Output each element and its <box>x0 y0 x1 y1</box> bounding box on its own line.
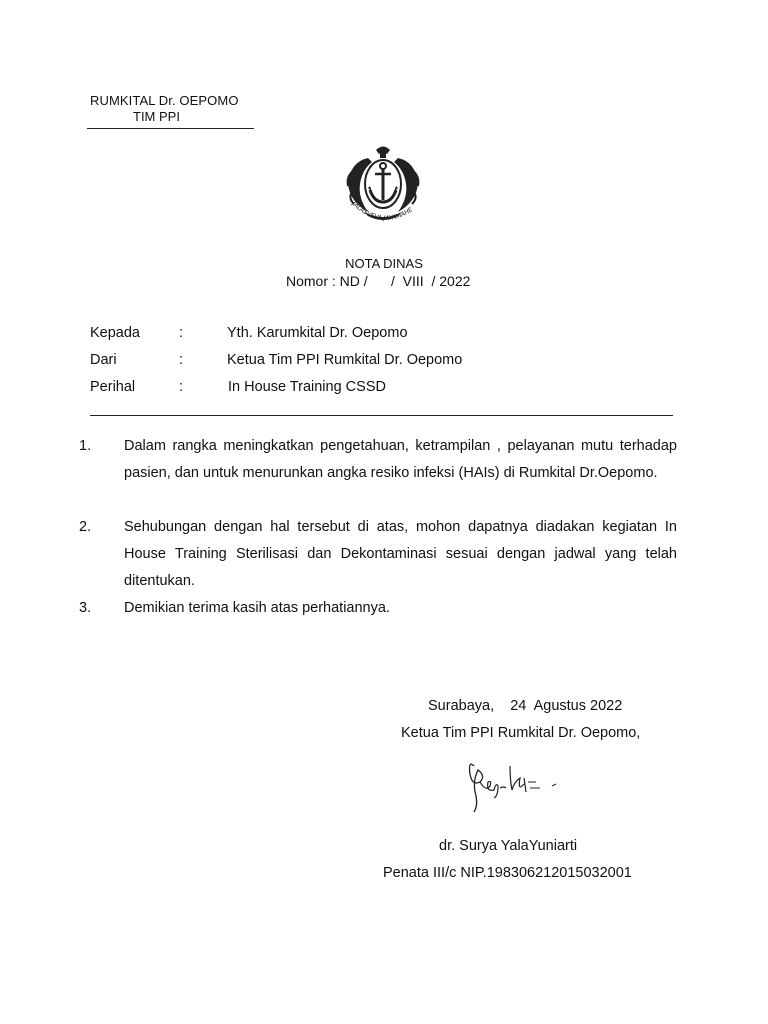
paragraph-number: 1. <box>79 438 92 454</box>
unit-name: TIM PPI <box>133 109 180 124</box>
place-and-date: Surabaya, 24 Agustus 2022 <box>428 698 623 714</box>
meta-colon: : <box>179 325 184 341</box>
signer-rank-nip: Penata III/c NIP.198306212015032001 <box>383 865 632 881</box>
meta-label: Perihal <box>90 379 136 395</box>
signer-name: dr. Surya YalaYuniarti <box>439 838 578 854</box>
paragraph-text: Sehubungan dengan hal tersebut di atas, mohon dapatnya diadakan kegiatan In House Training Sterilisasi dan Dekontaminasi sesuai dengan jadwal yang telah ditentukan. <box>124 519 677 589</box>
meta-label: Dari <box>90 352 117 368</box>
header-divider <box>87 128 254 129</box>
document-title: NOTA DINAS <box>345 256 423 271</box>
body-divider <box>90 415 673 416</box>
document-number: Nomor : ND / / VIII / 2022 <box>286 273 471 289</box>
paragraph-number: 3. <box>79 600 92 616</box>
meta-value: In House Training CSSD <box>228 379 386 395</box>
paragraph-text: Demikian terima kasih atas perhatiannya. <box>124 600 390 616</box>
meta-label: Kepada <box>90 325 140 341</box>
meta-colon: : <box>179 379 184 395</box>
svg-text:JALASVEVA JAYAMAHE: JALASVEVA JAYAMAHE <box>350 200 414 223</box>
navy-anchor-emblem-icon <box>338 142 428 232</box>
institution-name: RUMKITAL Dr. OEPOMO <box>90 93 239 108</box>
handwritten-signature-icon <box>460 752 568 816</box>
signer-role: Ketua Tim PPI Rumkital Dr. Oepomo, <box>401 725 641 741</box>
meta-value: Ketua Tim PPI Rumkital Dr. Oepomo <box>227 352 463 368</box>
meta-colon: : <box>179 352 184 368</box>
paragraph-number: 2. <box>79 519 92 535</box>
paragraph-text: Dalam rangka meningkatkan pengetahuan, ketrampilan , pelayanan mutu terhadap pasien, dan untuk menurunkan angka resiko infeksi (HAIs) di Rumkital Dr.Oepomo. <box>124 438 677 481</box>
meta-value: Yth. Karumkital Dr. Oepomo <box>227 325 408 341</box>
